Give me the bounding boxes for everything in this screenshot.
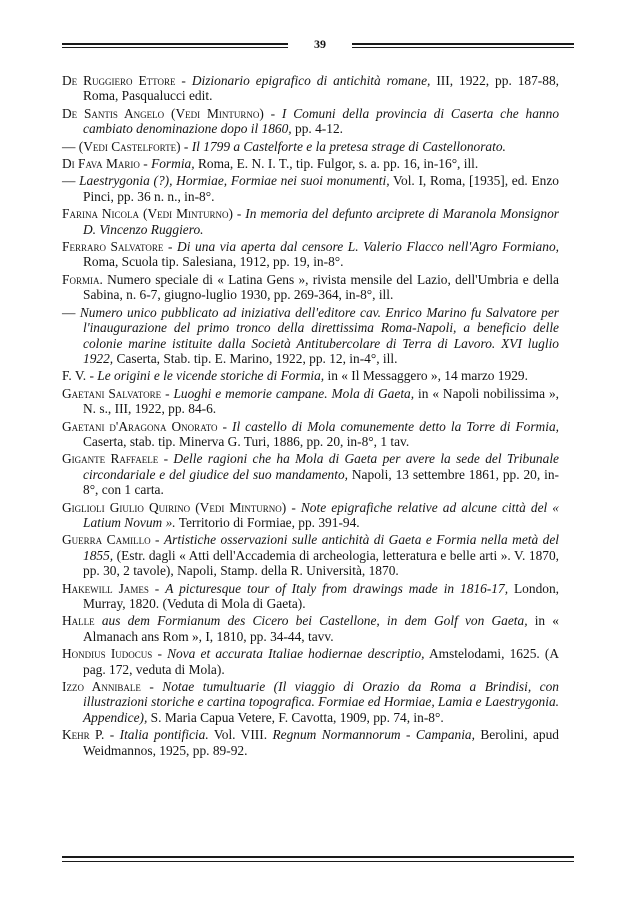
bibliography-entry [62,646,559,677]
header-rule-right [352,43,574,45]
entry-author: — (Vedi Castelforte) [62,138,181,154]
entry-separator: - [152,646,168,662]
entry-author: Gaetani d'Aragona Onorato [62,418,218,434]
entry-separator: - [286,499,301,515]
entry-author: Hondius Iudocus [62,646,153,662]
entry-details-secondary: Berolini, apud Weidmannos, 1925, pp. 89-92. [83,727,559,758]
entry-separator: - [161,385,174,401]
entry-details: (Estr. dagli « Atti dell'Accademia di archeologia, letteratura e belle arti ». V. 1870, pp. 30, 2 tavole), Napoli, Stamp. della R. Università, 1870. [83,547,559,579]
entry-title: Laestrygonia (?), Hormiae, Formiae nei suoi monumenti, [79,173,390,189]
entry-separator: - [263,105,282,121]
page-footer-rule [62,856,574,864]
entry-separator [95,613,102,628]
entry-details: Vol. I, Roma, [1935], ed. Enzo Pinci, pp. 36 n. n., in-8°. [83,173,559,204]
bibliography-entry [62,239,559,270]
bibliography-entry [62,73,559,104]
entry-author: Giglioli Giulio Quirino (Vedi Minturno) [62,499,287,515]
entry-author: De Santis Angelo (Vedi Minturno) [62,105,264,121]
entry-title: Artistiche osservazioni sulle antichità di Gaeta e Formia nella metà del 1855, [83,532,560,563]
entry-author: — [62,304,76,320]
entry-details: Vol. VIII. [208,727,273,743]
bibliography-entry [62,532,559,578]
bibliography-entry [62,727,559,758]
entry-title: Il castello di Mola comunemente detto la Torre di Formia, [231,418,559,434]
entry-title: Note epigrafiche relative ad alcune città del « Latium Novum ». [83,499,560,530]
entry-details: Roma, Scuola tip. Salesiana, 1912, pp. 19, in-8°. [83,254,344,270]
entry-details: III, 1922, pp. 187-88, Roma, Pasqualucci edit. [83,73,560,104]
entry-details: Caserta, stab. tip. Minerva G. Turi, 1886, pp. 20, in-8°, 1 tav. [83,433,410,449]
entry-author: F. V. [62,368,87,384]
entry-title: aus dem Formianum des Cicero bei Castellone, in dem Golf von Gaeta, [101,613,528,629]
bibliography-entry [62,106,559,137]
entry-title: Nova et accurata Italiae hodiernae descriptio, [167,646,425,662]
page-number: 39 [314,37,326,51]
entry-details: Numero speciale di « Latina Gens », rivista mensile del Lazio, dell'Umbria e della Sabina, n. 6-7, giugno-luglio 1930, pp. 269-364, in-8°, ill. [83,271,559,303]
entry-title: Il 1799 a Castelforte e la pretesa strage di Castellonorato. [191,138,506,154]
entry-separator: - [140,679,163,695]
bibliography-entry [62,581,559,612]
entry-separator: - [180,138,192,154]
bibliography-entry [62,156,559,171]
entry-title: Notae tumultuarie (Il viaggio di Orazio da Roma a Brindisi, con illustrazioni storiche e cartina topografica. Formiae ed Hormiae, Lamia e Laestrygonia. Appendice), [83,679,560,725]
entry-author: — [62,173,76,189]
entry-details: Amstelodami, 1625. (A pag. 172, veduta di Mola). [83,646,560,677]
entry-details: in « Il Messaggero », 14 marzo 1929. [324,368,528,384]
entry-separator: - [139,156,152,172]
bibliography-entry [62,679,559,725]
entry-details: London, Murray, 1820. (Veduta di Mola di Gaeta). [83,580,560,611]
entry-author: Di Fava Mario [62,156,140,172]
entry-author: Kehr P. [62,727,105,743]
entry-details: in « Almanach ans Rom », I, 1810, pp. 34-44, tavv. [83,613,559,644]
bibliography-list [62,73,559,760]
bibliography-entry [62,613,559,644]
bibliography-entry [62,500,559,531]
bibliography-entry [62,305,559,367]
entry-title: Numero unico pubblicato ad iniziativa dell'editore cav. Enrico Marino fu Salvatore per l'inaugurazione del primo tronco della direttissima Roma-Napoli, a beneficio delle colonie marine istituite dalla Società Antitubercolare di Terra di Lavoro. XVI luglio 1922, [79,304,559,366]
bibliography-entry [62,139,559,154]
bibliography-entry [62,173,559,204]
entry-title: I Comuni della provincia di Caserta che hanno cambiato denominazione dopo il 1860, [83,105,560,137]
entry-author: Halle [62,613,95,629]
entry-details: pp. 4-12. [291,121,343,137]
entry-title: Luoghi e memorie campane. Mola di Gaeta, [173,385,415,401]
entry-details: Napoli, 13 settembre 1861, pp. 20, in-8°, con 1 carta. [83,466,559,498]
entry-title: In memoria del defunto arciprete di Maranola Monsignor D. Vincenzo Ruggiero. [83,206,560,237]
entry-separator: - [104,727,120,743]
entry-author: Ferraro Salvatore [62,239,164,255]
header-rule-left [62,43,288,45]
entry-details: S. Maria Capua Vetere, F. Cavotta, 1909, pp. 74, in-8°. [147,709,444,725]
entry-separator: - [158,451,174,467]
entry-title-secondary: Regnum Normannorum - Campania, [272,727,475,743]
entry-author: Farina Nicola (Vedi Minturno) [62,206,233,222]
entry-title: A picturesque tour of Italy from drawings made in 1816-17, [165,580,509,596]
entry-author: Guerra Camillo [62,532,151,548]
entry-separator: - [175,73,192,88]
entry-title: Italia pontificia. [119,727,209,743]
entry-details: Territorio di Formiae, pp. 391-94. [175,514,360,530]
entry-author: Hakewill James [62,580,149,596]
entry-separator: - [232,206,246,222]
bibliography-entry [62,206,559,237]
entry-author: Formia. [62,271,103,287]
entry-details: in « Napoli nobilissima », N. s., III, 1922, pp. 84-6. [83,385,559,417]
entry-title: Di una via aperta dal censore L. Valerio Flacco nell'Agro Formiano, [177,239,559,255]
entry-details: Roma, E. N. I. T., tip. Fulgor, s. a. pp. 16, in-16°, ill. [194,156,479,172]
bibliography-entry [62,451,559,497]
entry-title: Formia, [151,156,195,172]
bibliography-entry [62,272,559,303]
entry-author: Gaetani Salvatore [62,385,162,401]
entry-author: Izzo Annibale [62,679,141,695]
entry-separator: - [217,418,232,434]
entry-author: De Ruggiero Ettore [62,73,176,88]
bibliography-entry [62,368,559,383]
entry-separator: - [148,580,166,596]
entry-separator: - [86,368,98,384]
entry-separator: - [163,239,178,255]
entry-title: Dizionario epigrafico di antichità romane, [191,73,431,88]
bibliography-entry [62,419,559,450]
entry-title: Le origini e le vicende storiche di Formia, [97,368,325,384]
entry-author: Gigante Raffaele [62,451,159,467]
entry-separator: - [150,532,164,548]
page-header [62,36,574,58]
entry-title: Delle ragioni che ha Mola di Gaeta per avere la sede del Tribunale circondariale e del giudice del suo mandamento, [83,451,559,482]
bibliography-entry [62,386,559,417]
entry-details: Caserta, Stab. tip. E. Marino, 1922, pp. 12, in-4°, ill. [113,350,398,366]
